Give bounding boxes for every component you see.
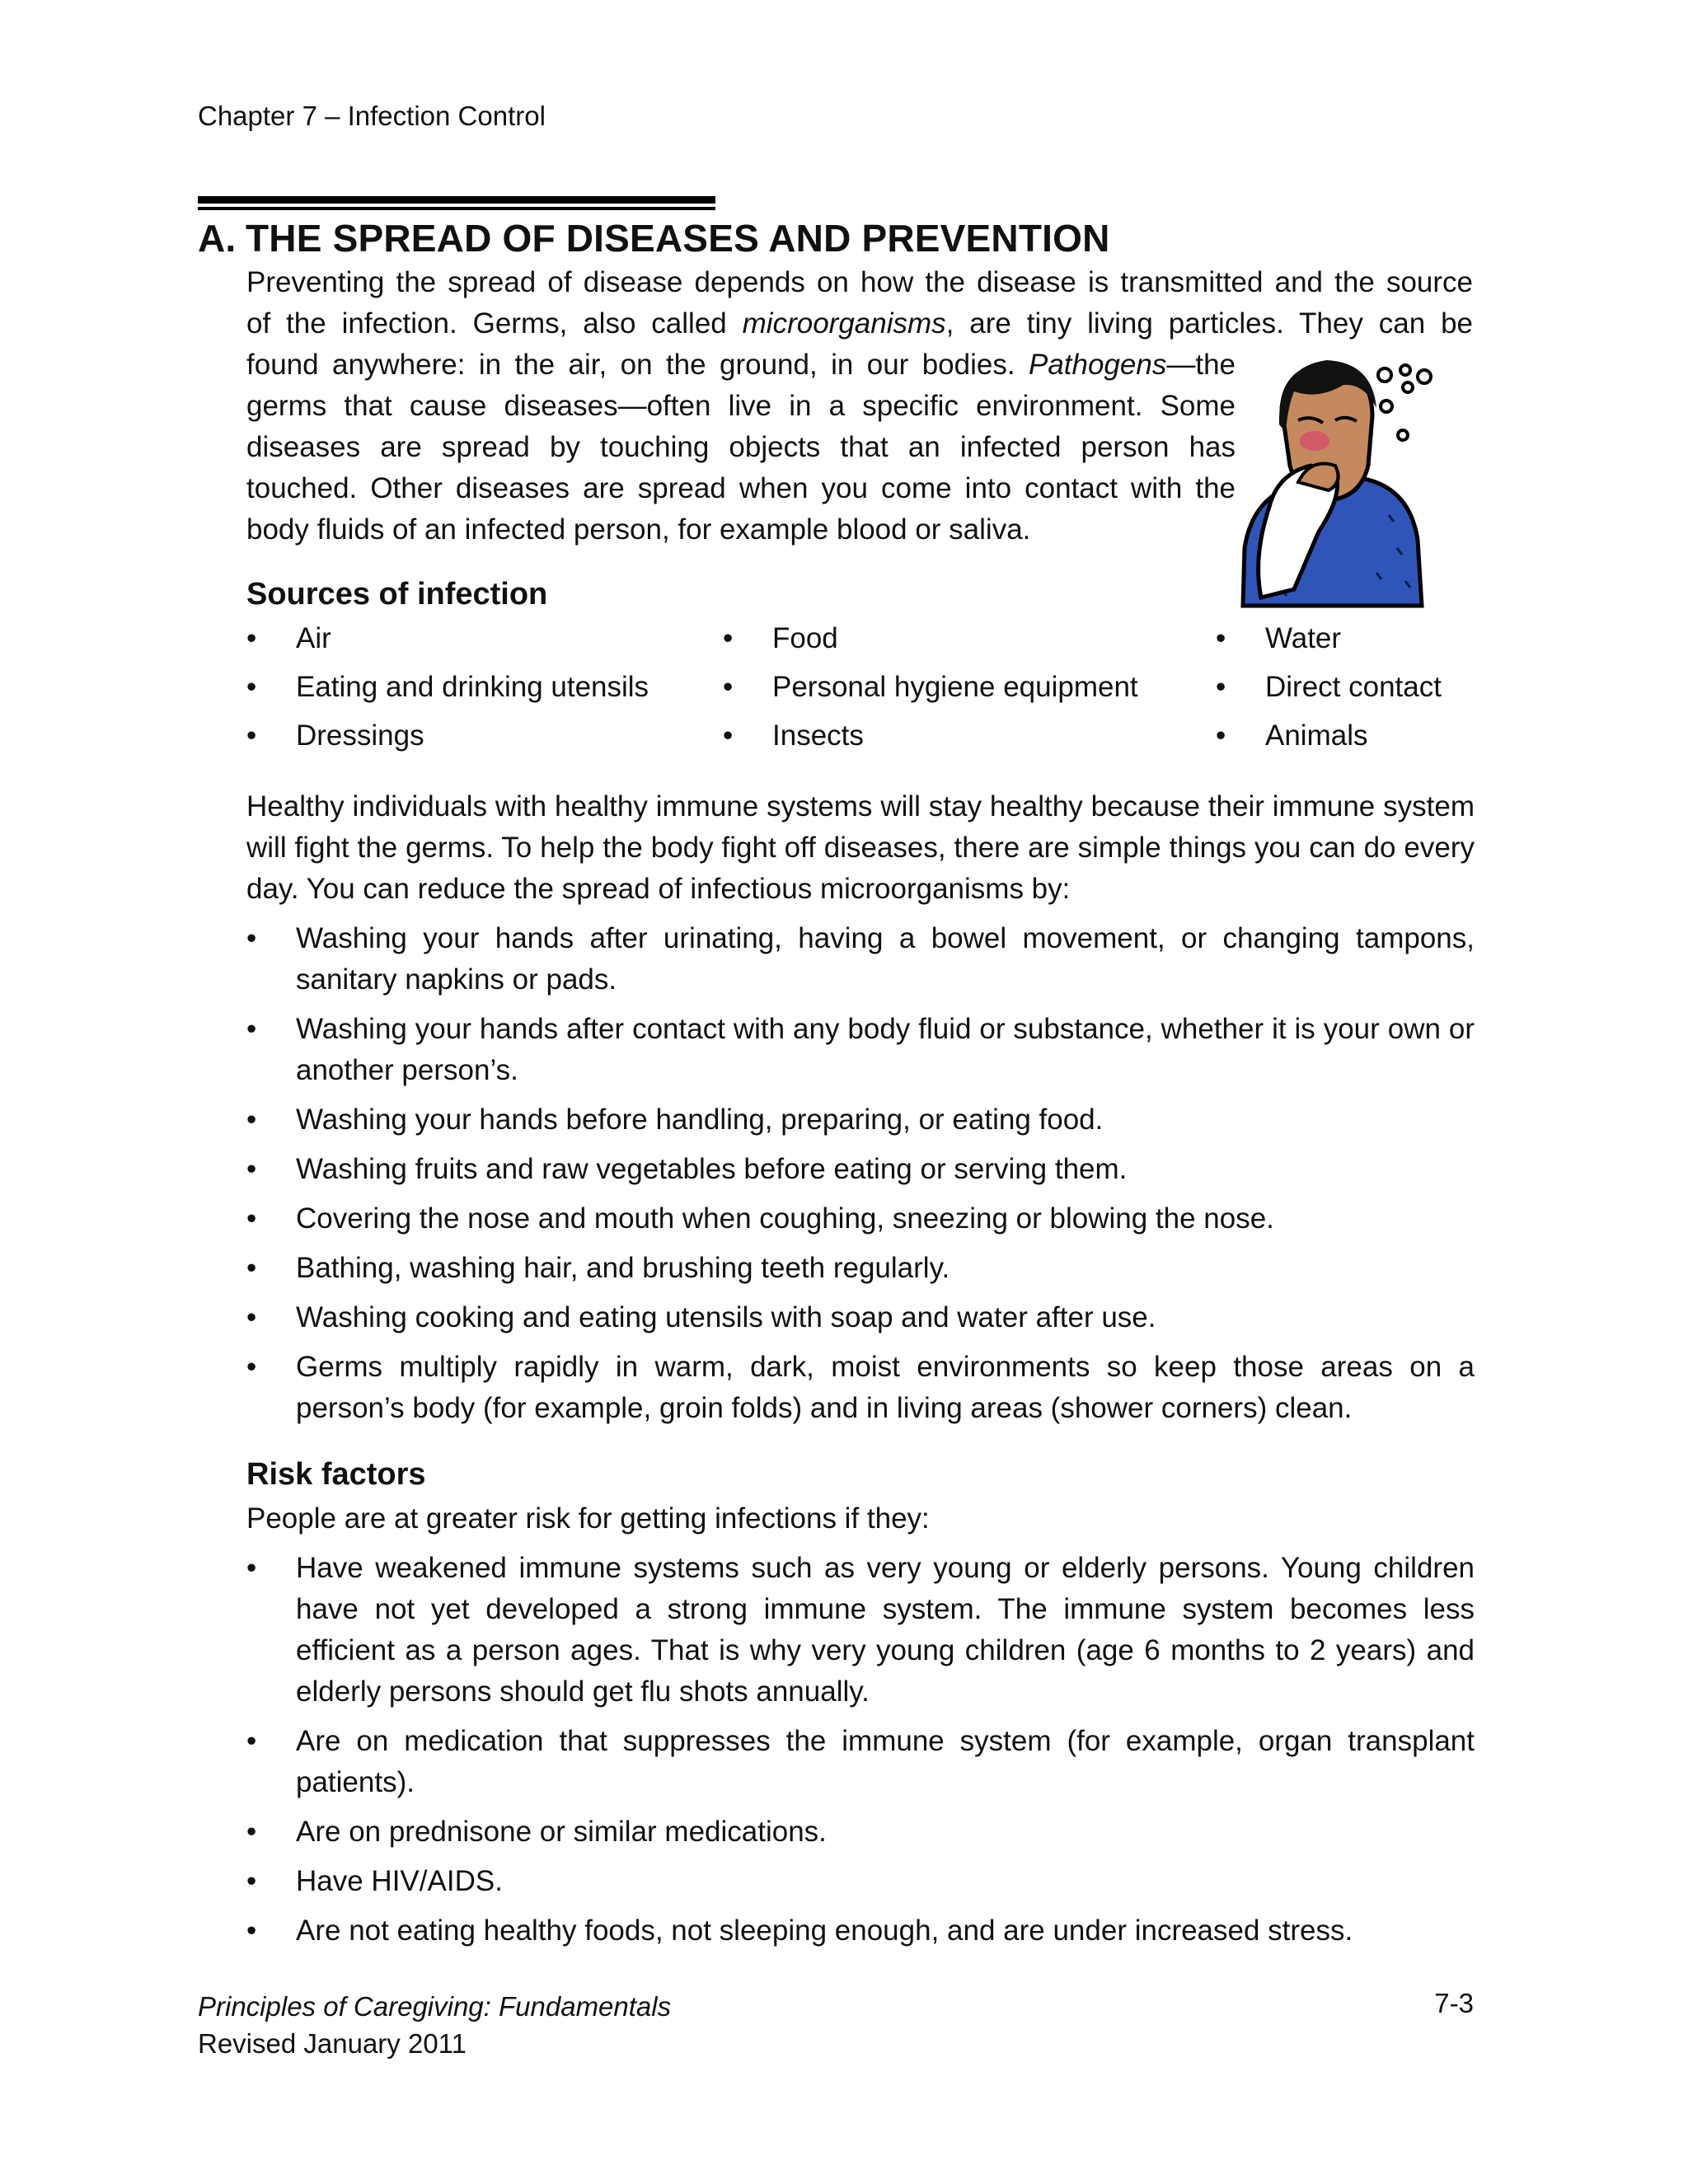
bullet: • (246, 670, 257, 703)
bullet: • (1216, 719, 1226, 752)
intro-line-1: Preventing the spread of disease depends on how the disease is transmitted and the source (246, 266, 1473, 298)
source-item: Food (772, 621, 838, 654)
list-item (1216, 719, 1479, 752)
source-item: Insects (772, 719, 864, 752)
intro-text: , are tiny living particles. They can be (945, 307, 1474, 340)
bullet: • (1216, 670, 1226, 703)
bullet: • (246, 1153, 257, 1185)
source-item: Direct contact (1265, 670, 1442, 703)
source-item: Eating and drinking utensils (296, 670, 649, 703)
list-item-text: Are on prednisone or similar medications. (296, 1816, 827, 1848)
term-microorganisms: microorganisms (742, 307, 946, 340)
list-item (246, 1149, 1475, 1190)
bullet: • (723, 621, 734, 654)
bullet: • (246, 1552, 257, 1584)
bullet: • (246, 1865, 257, 1897)
intro-line-2 (246, 303, 1473, 344)
section-number: A. (198, 217, 237, 260)
list-item (246, 1811, 1475, 1853)
list-item (246, 1861, 1475, 1902)
bullet: • (723, 670, 734, 703)
footer-left (198, 1988, 671, 2062)
list-item (246, 719, 723, 752)
running-head: Chapter 7 – Infection Control (198, 101, 546, 131)
list-item-text: Bathing, washing hair, and brushing teeth regularly. (296, 1252, 950, 1284)
list-item-text: Washing fruits and raw vegetables before eating or serving them. (296, 1153, 1128, 1185)
bullet: • (246, 1104, 257, 1136)
list-item (723, 671, 1216, 704)
sources-heading: Sources of infection (246, 577, 548, 612)
bullet: • (246, 1013, 257, 1045)
title-rule (198, 196, 715, 204)
list-item (723, 622, 1216, 655)
bullet: • (246, 1816, 257, 1848)
bullet: • (246, 1301, 257, 1333)
list-item-text: Washing your hands after urinating, having a bowel movement, or changing tampons, sanitary napkins or pads. (296, 922, 1475, 996)
source-item: Animals (1265, 719, 1368, 752)
list-item (246, 622, 723, 655)
bullet: • (246, 1725, 257, 1757)
section-title (198, 216, 1110, 260)
list-item-text: Washing your hands after contact with any body fluid or substance, whether it is your own or another person’s. (296, 1013, 1475, 1086)
list-item (246, 1099, 1475, 1141)
sources-list (246, 614, 1483, 760)
list-item (246, 1721, 1475, 1803)
bullet: • (246, 922, 257, 954)
list-item-text: Are not eating healthy foods, not sleeping enough, and are under increased stress. (296, 1915, 1353, 1947)
term-pathogens: Pathogens (1028, 349, 1167, 381)
footer-revised: Revised January 2011 (198, 2028, 467, 2059)
list-item (1216, 671, 1479, 704)
source-item: Water (1265, 621, 1342, 654)
footer-book-title: Principles of Caregiving: Fundamentals (198, 1991, 672, 2022)
sources-row (246, 711, 1483, 760)
source-item: Dressings (296, 719, 424, 752)
list-item-text: Have HIV/AIDS. (296, 1865, 503, 1897)
list-item-text: Are on medication that suppresses the immune system (for example, organ transplant patients). (296, 1725, 1475, 1798)
section-title-text: THE SPREAD OF DISEASES AND PREVENTION (246, 217, 1110, 260)
intro-text: —the germs that cause diseases—often live in a specific environment. Some diseases are spread by touching objects that an infected person has touched. Other diseases are spread when you come into contact with the body fluids of an infected person, for example blood or saliva. (246, 349, 1236, 546)
sources-row (246, 663, 1483, 711)
page-number: 7-3 (1434, 1988, 1474, 2018)
list-item (246, 1009, 1475, 1091)
list-item-text: Germs multiply rapidly in warm, dark, moist environments so keep those areas on a person’s body (for example, groin folds) and in living areas (shower corners) clean. (296, 1351, 1475, 1424)
list-item (246, 1910, 1475, 1952)
intro-text: of the infection. Germs, also called (246, 307, 743, 340)
prevention-list (246, 918, 1475, 1437)
list-item-text: Have weakened immune systems such as very young or elderly persons. Young children have not yet developed a strong immune system. The immune system becomes less efficient as a person ages. That is why very young children (age 6 months to 2 years) and elderly persons should get flu shots annually. (296, 1552, 1475, 1708)
list-item (246, 1548, 1475, 1713)
bullet: • (1216, 621, 1226, 654)
list-item-text: Washing your hands before handling, preparing, or eating food. (296, 1104, 1104, 1136)
sources-row (246, 614, 1483, 663)
bullet: • (246, 1252, 257, 1284)
sick-man-sneezing-icon (1220, 350, 1475, 614)
title-rule-thin (198, 207, 715, 210)
bullet: • (246, 1915, 257, 1947)
list-item (246, 1297, 1475, 1338)
bullet: • (246, 621, 257, 654)
list-item (246, 1248, 1475, 1289)
bullet: • (246, 1351, 257, 1383)
intro-text: found anywhere: in the air, on the ground, in our bodies. (246, 349, 1029, 381)
risk-intro: People are at greater risk for getting infections if they: (246, 1502, 930, 1535)
list-item (246, 1198, 1475, 1240)
risk-list (246, 1548, 1475, 1960)
list-item-text: Covering the nose and mouth when coughing, sneezing or blowing the nose. (296, 1202, 1274, 1235)
intro-wrap-paragraph (246, 344, 1236, 551)
source-item: Personal hygiene equipment (772, 670, 1138, 703)
bullet: • (246, 719, 257, 752)
list-item (1216, 622, 1479, 655)
bullet: • (723, 719, 734, 752)
list-item (246, 1347, 1475, 1429)
healthy-paragraph: Healthy individuals with healthy immune systems will stay healthy because their immune system will fight the germs. To help the body fight off diseases, there are simple things you can do every day. You can reduce the spread of infectious microorganisms by: (246, 790, 1475, 905)
list-item-text: Washing cooking and eating utensils with soap and water after use. (296, 1301, 1156, 1333)
list-item (246, 671, 723, 704)
risk-heading: Risk factors (246, 1457, 426, 1492)
list-item (246, 918, 1475, 1001)
list-item (723, 719, 1216, 752)
source-item: Air (296, 621, 331, 654)
bullet: • (246, 1202, 257, 1235)
